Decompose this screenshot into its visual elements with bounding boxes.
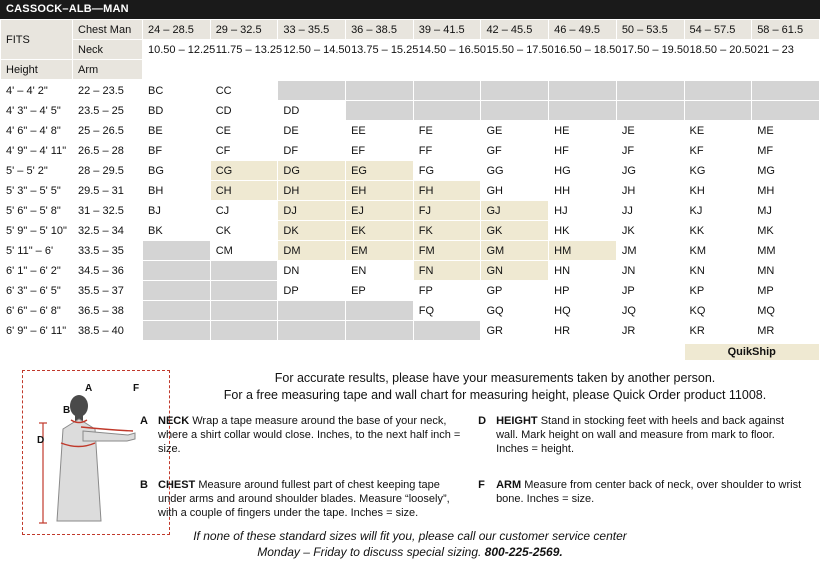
size-code-cell: DG (278, 161, 346, 181)
arm-range-cell: 31 – 32.5 (73, 201, 143, 221)
size-code-cell: FM (413, 241, 481, 261)
height-range-cell: 5' 3" – 5' 5" (1, 181, 73, 201)
size-code-cell (413, 81, 481, 101)
size-code-cell: HN (549, 261, 617, 281)
size-code-cell: GG (481, 161, 549, 181)
size-code-cell: MR (752, 321, 820, 341)
neck-value: 15.50 – 17.50 (481, 40, 549, 60)
definition-text: Measure from center back of neck, over shoulder to wrist bone. Inches = size. (496, 479, 802, 505)
size-code-cell: MQ (752, 301, 820, 321)
size-code-cell: MP (752, 281, 820, 301)
size-code-cell: GQ (481, 301, 549, 321)
size-code-cell: CF (210, 141, 278, 161)
definition-letter: F (478, 479, 485, 491)
size-code-cell: GP (481, 281, 549, 301)
size-code-cell (143, 321, 211, 341)
size-code-cell: JM (616, 241, 684, 261)
size-code-cell (278, 321, 346, 341)
height-range-cell: 6' 6" – 6' 8" (1, 301, 73, 321)
size-code-cell (684, 81, 752, 101)
size-code-cell (346, 101, 414, 121)
size-code-cell: JG (616, 161, 684, 181)
chest-value: 50 – 53.5 (616, 20, 684, 40)
size-code-cell: JE (616, 121, 684, 141)
arm-range-cell: 36.5 – 38 (73, 301, 143, 321)
size-code-cell (616, 81, 684, 101)
size-code-cell (278, 301, 346, 321)
size-code-cell: BF (143, 141, 211, 161)
definition-text: Stand in stocking feet with heels and back against wall. Mark height on wall and measure from mark to floor. Inches = height. (496, 415, 785, 455)
chest-value: 36 – 38.5 (346, 20, 414, 40)
size-code-cell: MG (752, 161, 820, 181)
arm-range-cell: 33.5 – 35 (73, 241, 143, 261)
size-code-cell: KG (684, 161, 752, 181)
size-code-cell: MK (752, 221, 820, 241)
chest-value: 42 – 45.5 (481, 20, 549, 40)
neck-value: 14.50 – 16.50 (413, 40, 481, 60)
height-range-cell: 4' 3" – 4' 5" (1, 101, 73, 121)
definitions-right-column (478, 414, 808, 515)
neck-value: 17.50 – 19.50 (616, 40, 684, 60)
size-code-cell: FN (413, 261, 481, 281)
size-code-cell (210, 321, 278, 341)
size-code-cell: EM (346, 241, 414, 261)
size-code-cell: KQ (684, 301, 752, 321)
size-code-cell: EK (346, 221, 414, 241)
size-code-cell: FH (413, 181, 481, 201)
arm-range-cell: 28 – 29.5 (73, 161, 143, 181)
neck-label: Neck (73, 40, 143, 60)
size-code-cell: BD (143, 101, 211, 121)
quickship-table (0, 341, 820, 362)
size-code-cell: EP (346, 281, 414, 301)
footer-note (0, 528, 820, 560)
height-range-cell: 4' – 4' 2" (1, 81, 73, 101)
fits-label: FITS (1, 20, 73, 60)
table-body (1, 20, 820, 80)
size-code-cell: MH (752, 181, 820, 201)
arm-range-cell: 29.5 – 31 (73, 181, 143, 201)
size-code-cell: DK (278, 221, 346, 241)
size-code-cell (210, 281, 278, 301)
size-code-cell: DJ (278, 201, 346, 221)
arm-range-cell: 32.5 – 34 (73, 221, 143, 241)
quickship-row (1, 342, 820, 362)
size-code-cell: FJ (413, 201, 481, 221)
size-code-cell: BC (143, 81, 211, 101)
size-code-cell: DE (278, 121, 346, 141)
table-row (1, 141, 820, 161)
size-code-cell: KN (684, 261, 752, 281)
size-code-cell (346, 81, 414, 101)
size-code-cell: MF (752, 141, 820, 161)
size-code-cell: DP (278, 281, 346, 301)
size-code-cell (549, 101, 617, 121)
table-row (1, 281, 820, 301)
size-code-cell: GR (481, 321, 549, 341)
size-code-cell (143, 301, 211, 321)
neck-value: 16.50 – 18.50 (549, 40, 617, 60)
size-code-cell (346, 301, 414, 321)
height-label: Height (1, 60, 73, 80)
arm-range-cell: 26.5 – 28 (73, 141, 143, 161)
table-row (1, 81, 820, 101)
size-code-cell: GK (481, 221, 549, 241)
height-range-cell: 5' 9" – 5' 10" (1, 221, 73, 241)
size-code-cell: DN (278, 261, 346, 281)
size-code-cell (752, 81, 820, 101)
size-code-cell: EH (346, 181, 414, 201)
size-code-cell: BJ (143, 201, 211, 221)
definition-term: HEIGHT (496, 415, 538, 427)
definition-term: NECK (158, 415, 190, 427)
footer-line-2 (0, 544, 820, 560)
size-code-cell: HH (549, 181, 617, 201)
size-code-cell (278, 81, 346, 101)
table-row (1, 101, 820, 121)
arm-label: Arm (73, 60, 143, 80)
size-code-cell: BG (143, 161, 211, 181)
intro-line-1: For accurate results, please have your measurements taken by another person. (274, 371, 716, 385)
size-code-cell: DM (278, 241, 346, 261)
intro-line-2: For a free measuring tape and wall chart for measuring height, please Quick Order product 11008. (223, 388, 767, 402)
definition-term: ARM (496, 479, 522, 491)
size-code-cell: CK (210, 221, 278, 241)
size-code-cell: KJ (684, 201, 752, 221)
size-code-cell (143, 261, 211, 281)
page-title: CASSOCK–ALB—MAN (0, 0, 820, 19)
chest-header-row (1, 20, 820, 40)
customer-service-phone: 800-225-2569. (484, 545, 563, 559)
neck-value: 21 – 23 (752, 40, 820, 60)
size-code-cell: EF (346, 141, 414, 161)
size-code-cell: JR (616, 321, 684, 341)
size-code-cell: JP (616, 281, 684, 301)
size-code-cell: EG (346, 161, 414, 181)
size-code-cell (752, 101, 820, 121)
size-code-cell: HP (549, 281, 617, 301)
size-code-cell: JK (616, 221, 684, 241)
size-code-cell: KH (684, 181, 752, 201)
definition-letter: A (140, 415, 148, 427)
size-code-cell (143, 281, 211, 301)
size-code-cell: DF (278, 141, 346, 161)
table-row (1, 321, 820, 341)
definitions (140, 414, 810, 529)
size-code-cell: HR (549, 321, 617, 341)
size-code-cell (684, 101, 752, 121)
arm-range-cell: 38.5 – 40 (73, 321, 143, 341)
definition-text: Wrap a tape measure around the base of your neck, where a shirt collar would close. Inches, to the next half inch = size. (158, 415, 461, 455)
size-code-cell: EJ (346, 201, 414, 221)
definition-neck (140, 414, 465, 456)
definition-height (478, 414, 808, 456)
intro-text (175, 370, 815, 404)
size-code-cell: KP (684, 281, 752, 301)
size-code-cell: CC (210, 81, 278, 101)
size-code-cell: FP (413, 281, 481, 301)
size-code-cell: DD (278, 101, 346, 121)
definition-arm (478, 478, 808, 506)
size-chart-table (0, 19, 820, 80)
measuring-guide-panel (0, 362, 820, 562)
table-row (1, 241, 820, 261)
definition-term: CHEST (158, 479, 196, 491)
height-range-cell: 6' 1" – 6' 2" (1, 261, 73, 281)
size-code-cell: KR (684, 321, 752, 341)
size-code-cell: BK (143, 221, 211, 241)
size-code-cell (210, 301, 278, 321)
figure-label-f: F (133, 383, 140, 394)
size-code-cell: DH (278, 181, 346, 201)
size-code-cell: MJ (752, 201, 820, 221)
figure-label-d: D (37, 435, 45, 446)
neck-value: 12.50 – 14.50 (278, 40, 346, 60)
definition-text: Measure around fullest part of chest keeping tape under arms and around shoulder blades. Measure “loosely”, with a couple of fingers under the tape. Inches = size. (158, 479, 450, 519)
size-code-cell: FF (413, 141, 481, 161)
size-code-cell: FQ (413, 301, 481, 321)
size-code-cell: CG (210, 161, 278, 181)
size-code-cell: HF (549, 141, 617, 161)
height-range-cell: 4' 6" – 4' 8" (1, 121, 73, 141)
figure-label-b: B (63, 405, 71, 416)
chest-value: 39 – 41.5 (413, 20, 481, 40)
spacer-cell (143, 60, 820, 80)
table-row (1, 261, 820, 281)
height-range-cell: 6' 3" – 6' 5" (1, 281, 73, 301)
size-code-cell (549, 81, 617, 101)
size-chart-data-table (0, 80, 820, 341)
definition-letter: B (140, 479, 148, 491)
chest-man-label: Chest Man (73, 20, 143, 40)
quickship-badge: QuikShip (685, 344, 820, 360)
size-code-cell: HQ (549, 301, 617, 321)
size-code-cell: KE (684, 121, 752, 141)
arm-range-cell: 35.5 – 37 (73, 281, 143, 301)
size-code-cell: CM (210, 241, 278, 261)
size-code-cell: JJ (616, 201, 684, 221)
size-code-cell: CJ (210, 201, 278, 221)
chest-value: 58 – 61.5 (752, 20, 820, 40)
chest-value: 33 – 35.5 (278, 20, 346, 40)
size-code-cell: BH (143, 181, 211, 201)
size-code-cell: JH (616, 181, 684, 201)
figure-label-a: A (85, 383, 93, 394)
neck-value: 18.50 – 20.50 (684, 40, 752, 60)
height-range-cell: 5' – 5' 2" (1, 161, 73, 181)
table-row (1, 181, 820, 201)
size-code-cell: HJ (549, 201, 617, 221)
neck-value: 11.75 – 13.25 (210, 40, 278, 60)
table-row (1, 201, 820, 221)
size-code-cell: GE (481, 121, 549, 141)
definition-chest (140, 478, 465, 520)
size-code-cell: HG (549, 161, 617, 181)
size-code-cell: MN (752, 261, 820, 281)
size-code-cell: BE (143, 121, 211, 141)
size-code-cell: GN (481, 261, 549, 281)
arm-range-cell: 25 – 26.5 (73, 121, 143, 141)
table-row (1, 121, 820, 141)
size-code-cell (413, 321, 481, 341)
size-code-cell: CD (210, 101, 278, 121)
arm-range-cell: 23.5 – 25 (73, 101, 143, 121)
height-range-cell: 4' 9" – 4' 11" (1, 141, 73, 161)
size-code-cell (413, 101, 481, 121)
size-code-cell: HK (549, 221, 617, 241)
footer-line-1: If none of these standard sizes will fit you, please call our customer service center (193, 529, 627, 543)
size-code-cell: ME (752, 121, 820, 141)
chest-value: 29 – 32.5 (210, 20, 278, 40)
size-code-cell: EN (346, 261, 414, 281)
size-code-cell: KM (684, 241, 752, 261)
neck-value: 10.50 – 12.25 (143, 40, 211, 60)
size-code-cell: JQ (616, 301, 684, 321)
size-code-cell: JF (616, 141, 684, 161)
height-range-cell: 5' 6" – 5' 8" (1, 201, 73, 221)
size-code-cell: KF (684, 141, 752, 161)
size-code-cell: FE (413, 121, 481, 141)
quickship-spacer (1, 342, 685, 362)
size-code-cell (210, 261, 278, 281)
size-code-cell (143, 241, 211, 261)
size-code-cell: FG (413, 161, 481, 181)
size-code-cell: CE (210, 121, 278, 141)
size-code-cell (346, 321, 414, 341)
height-arm-header-row (1, 60, 820, 80)
arm-range-cell: 34.5 – 36 (73, 261, 143, 281)
size-code-cell (481, 81, 549, 101)
definitions-left-column (140, 414, 465, 529)
size-code-cell: HM (549, 241, 617, 261)
definition-letter: D (478, 415, 487, 427)
footer-line-2-prefix: Monday – Friday to discuss special sizing. (257, 545, 485, 559)
table-row (1, 301, 820, 321)
size-code-cell: FK (413, 221, 481, 241)
size-code-cell: GJ (481, 201, 549, 221)
size-code-cell: MM (752, 241, 820, 261)
size-code-cell: GH (481, 181, 549, 201)
chest-value: 46 – 49.5 (549, 20, 617, 40)
chest-value: 24 – 28.5 (143, 20, 211, 40)
size-code-cell (616, 101, 684, 121)
size-code-cell: CH (210, 181, 278, 201)
arm-range-cell: 22 – 23.5 (73, 81, 143, 101)
height-range-cell: 6' 9" – 6' 11" (1, 321, 73, 341)
size-code-cell: GM (481, 241, 549, 261)
size-code-cell: HE (549, 121, 617, 141)
size-rows (1, 81, 820, 341)
table-row (1, 221, 820, 241)
chest-value: 54 – 57.5 (684, 20, 752, 40)
size-code-cell (481, 101, 549, 121)
size-code-cell: KK (684, 221, 752, 241)
neck-header-row (1, 40, 820, 60)
size-code-cell: EE (346, 121, 414, 141)
table-row (1, 161, 820, 181)
size-code-cell: JN (616, 261, 684, 281)
size-code-cell: GF (481, 141, 549, 161)
height-range-cell: 5' 11" – 6' (1, 241, 73, 261)
neck-value: 13.75 – 15.25 (346, 40, 414, 60)
